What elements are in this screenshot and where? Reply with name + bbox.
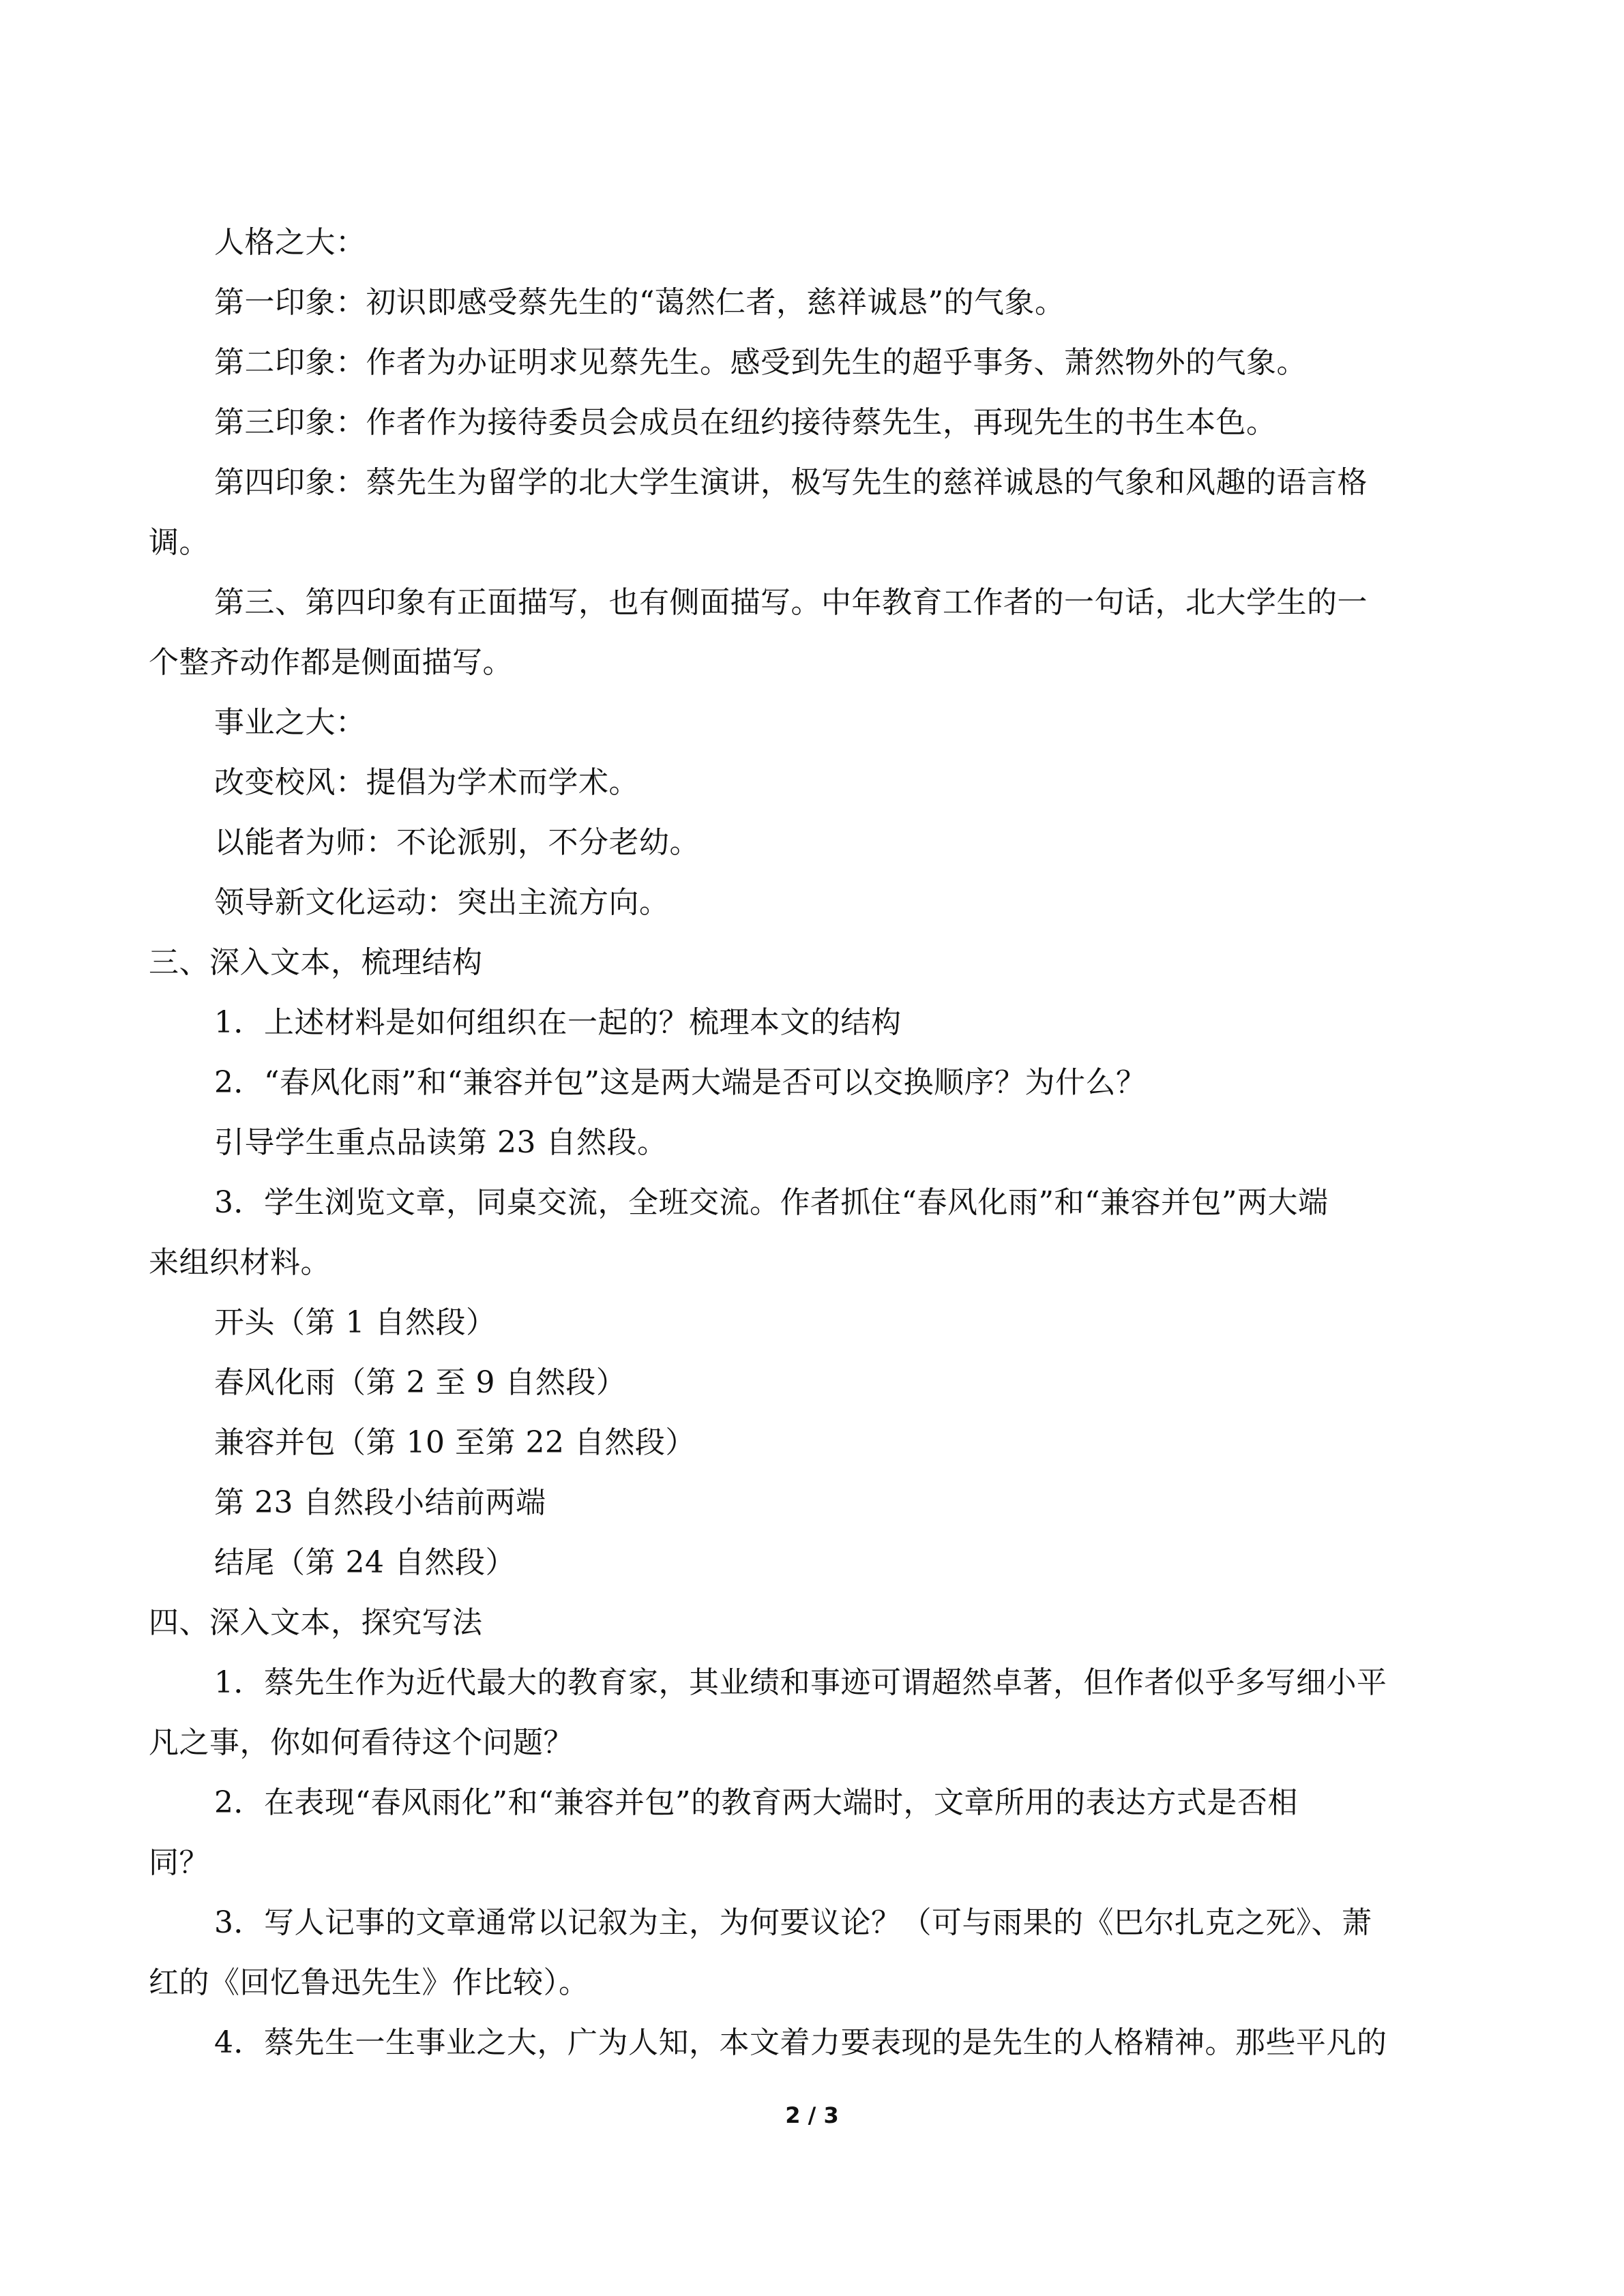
text-line: 3．写人记事的文章通常以记叙为主，为何要议论？（可与雨果的《巴尔扎克之死》、萧 bbox=[214, 1905, 1372, 1940]
text-line: 红的《回忆鲁迅先生》作比较）。 bbox=[149, 1965, 589, 2000]
text-line: 1．蔡先生作为近代最大的教育家，其业绩和事迹可谓超然卓著，但作者似乎多写细小平 bbox=[214, 1665, 1387, 1700]
text-line: 第四印象：蔡先生为留学的北大学生演讲，极写先生的慈祥诚恳的气象和风趣的语言格 bbox=[214, 465, 1368, 500]
text-line: 来组织材料。 bbox=[149, 1245, 331, 1280]
text-line: 2．“春风化雨”和“兼容并包”这是两大端是否可以交换顺序？为什么？ bbox=[214, 1065, 1147, 1100]
text-line: 第 23 自然段小结前两端 bbox=[214, 1485, 546, 1520]
text-line: 春风化雨（第 2 至 9 自然段） bbox=[214, 1365, 627, 1400]
text-line: 人格之大： bbox=[214, 225, 366, 260]
text-line: 2．在表现“春风雨化”和“兼容并包”的教育两大端时，文章所用的表达方式是否相 bbox=[214, 1785, 1298, 1820]
text-line: 个整齐动作都是侧面描写。 bbox=[149, 645, 513, 680]
text-line: 调。 bbox=[149, 525, 209, 560]
text-line: 以能者为师：不论派别，不分老幼。 bbox=[214, 825, 700, 860]
text-line: 三、深入文本，梳理结构 bbox=[149, 945, 483, 980]
text-line: 四、深入文本，探究写法 bbox=[149, 1605, 483, 1640]
text-line: 第二印象：作者为办证明求见蔡先生。感受到先生的超乎事务、萧然物外的气象。 bbox=[214, 345, 1307, 380]
page-number: 2 / 3 bbox=[785, 2102, 839, 2128]
text-line: 同？ bbox=[149, 1845, 209, 1880]
text-line: 第三、第四印象有正面描写，也有侧面描写。中年教育工作者的一句话，北大学生的一 bbox=[214, 585, 1368, 620]
text-line: 第一印象：初识即感受蔡先生的“蔼然仁者，慈祥诚恳”的气象。 bbox=[214, 285, 1065, 320]
text-line: 1．上述材料是如何组织在一起的？梳理本文的结构 bbox=[214, 1005, 902, 1040]
text-line: 开头（第 1 自然段） bbox=[214, 1305, 497, 1340]
text-line: 3．学生浏览文章，同桌交流，全班交流。作者抓住“春风化雨”和“兼容并包”两大端 bbox=[214, 1185, 1329, 1220]
text-line: 引导学生重点品读第 23 自然段。 bbox=[214, 1125, 668, 1160]
text-line: 结尾（第 24 自然段） bbox=[214, 1545, 516, 1580]
text-line: 事业之大： bbox=[214, 705, 366, 740]
text-line: 兼容并包（第 10 至第 22 自然段） bbox=[214, 1425, 696, 1460]
text-line: 第三印象：作者作为接待委员会成员在纽约接待蔡先生，再现先生的书生本色。 bbox=[214, 405, 1277, 440]
document-body bbox=[149, 213, 1473, 2073]
text-line: 领导新文化运动：突出主流方向。 bbox=[214, 885, 670, 920]
text-line: 4．蔡先生一生事业之大，广为人知，本文着力要表现的是先生的人格精神。那些平凡的 bbox=[214, 2025, 1387, 2060]
text-line: 凡之事，你如何看待这个问题？ bbox=[149, 1725, 574, 1760]
text-line: 改变校风：提倡为学术而学术。 bbox=[214, 765, 639, 800]
